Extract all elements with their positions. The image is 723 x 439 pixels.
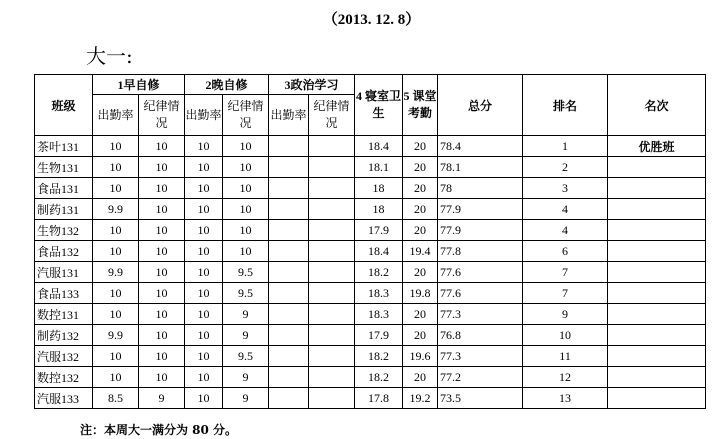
- place-cell: [608, 304, 706, 325]
- morning-attendance-cell: 9.9: [93, 325, 139, 346]
- sub-header-attendance: 出勤率: [93, 95, 139, 136]
- dorm-cell: 18.2: [355, 346, 403, 367]
- total-cell: 77.3: [438, 304, 523, 325]
- table-row: [35, 367, 706, 388]
- total-cell: 78: [438, 178, 523, 199]
- header-evening: 2晚自修: [185, 75, 269, 95]
- rank-cell: 12: [523, 367, 608, 388]
- politics-attendance-cell: [269, 178, 309, 199]
- rank-cell: 10: [523, 325, 608, 346]
- dorm-cell: 17.9: [355, 220, 403, 241]
- politics-discipline-cell: [309, 388, 355, 409]
- header-total: 总分: [438, 75, 523, 136]
- rank-cell: 13: [523, 388, 608, 409]
- rank-cell: 7: [523, 262, 608, 283]
- attendance-cell: 19.8: [403, 283, 438, 304]
- morning-discipline-cell: 10: [139, 220, 185, 241]
- evening-discipline-cell: 9: [223, 304, 269, 325]
- morning-attendance-cell: 9.9: [93, 199, 139, 220]
- total-cell: 76.8: [438, 325, 523, 346]
- rank-cell: 4: [523, 199, 608, 220]
- morning-discipline-cell: 10: [139, 136, 185, 157]
- evening-discipline-cell: 10: [223, 136, 269, 157]
- class-cell: 汽服131: [35, 262, 93, 283]
- politics-discipline-cell: [309, 283, 355, 304]
- politics-attendance-cell: [269, 262, 309, 283]
- dorm-cell: 18.4: [355, 241, 403, 262]
- morning-discipline-cell: 10: [139, 241, 185, 262]
- score-table-body: [35, 136, 706, 409]
- class-cell: 生物131: [35, 157, 93, 178]
- class-cell: 食品132: [35, 241, 93, 262]
- morning-discipline-cell: 10: [139, 283, 185, 304]
- evening-attendance-cell: 10: [185, 157, 223, 178]
- morning-discipline-cell: 10: [139, 262, 185, 283]
- total-cell: 78.4: [438, 136, 523, 157]
- header-politics: 3政治学习: [269, 75, 355, 95]
- attendance-cell: 19.6: [403, 346, 438, 367]
- politics-attendance-cell: [269, 136, 309, 157]
- politics-attendance-cell: [269, 346, 309, 367]
- attendance-cell: 20: [403, 262, 438, 283]
- class-cell: 茶叶131: [35, 136, 93, 157]
- evening-discipline-cell: 10: [223, 220, 269, 241]
- evening-discipline-cell: 9: [223, 325, 269, 346]
- morning-discipline-cell: 10: [139, 178, 185, 199]
- morning-attendance-cell: 10: [93, 178, 139, 199]
- place-cell: [608, 262, 706, 283]
- table-row: [35, 262, 706, 283]
- politics-discipline-cell: [309, 178, 355, 199]
- evening-discipline-cell: 10: [223, 178, 269, 199]
- evening-discipline-cell: 9: [223, 367, 269, 388]
- report-date: （2013. 12. 8）: [322, 12, 421, 28]
- rank-cell: 7: [523, 283, 608, 304]
- evening-attendance-cell: 10: [185, 136, 223, 157]
- dorm-cell: 18.4: [355, 136, 403, 157]
- politics-discipline-cell: [309, 241, 355, 262]
- header-rank: 排名: [523, 75, 608, 136]
- politics-discipline-cell: [309, 199, 355, 220]
- attendance-cell: 20: [403, 367, 438, 388]
- place-cell: [608, 157, 706, 178]
- politics-attendance-cell: [269, 304, 309, 325]
- morning-attendance-cell: 10: [93, 136, 139, 157]
- morning-discipline-cell: 10: [139, 304, 185, 325]
- politics-discipline-cell: [309, 220, 355, 241]
- politics-attendance-cell: [269, 283, 309, 304]
- total-cell: 73.5: [438, 388, 523, 409]
- politics-attendance-cell: [269, 157, 309, 178]
- table-row: [35, 157, 706, 178]
- class-cell: 汽服132: [35, 346, 93, 367]
- place-cell: [608, 367, 706, 388]
- table-row: [35, 199, 706, 220]
- class-cell: 制药132: [35, 325, 93, 346]
- morning-attendance-cell: 10: [93, 283, 139, 304]
- class-cell: 数控131: [35, 304, 93, 325]
- sub-header-discipline: 纪律情况: [309, 95, 355, 136]
- evening-discipline-cell: 10: [223, 199, 269, 220]
- evening-attendance-cell: 10: [185, 304, 223, 325]
- politics-attendance-cell: [269, 367, 309, 388]
- table-row: [35, 241, 706, 262]
- morning-attendance-cell: 8.5: [93, 388, 139, 409]
- evening-discipline-cell: 10: [223, 241, 269, 262]
- evening-discipline-cell: 9.5: [223, 262, 269, 283]
- grade-label: 大一:: [86, 44, 133, 68]
- morning-attendance-cell: 10: [93, 241, 139, 262]
- score-table: [34, 74, 706, 409]
- attendance-cell: 20: [403, 220, 438, 241]
- politics-attendance-cell: [269, 220, 309, 241]
- place-cell: [608, 178, 706, 199]
- dorm-cell: 17.8: [355, 388, 403, 409]
- place-cell: [608, 346, 706, 367]
- dorm-cell: 17.9: [355, 325, 403, 346]
- sub-header-discipline: 纪律情况: [223, 95, 269, 136]
- place-cell: [608, 283, 706, 304]
- place-cell: [608, 199, 706, 220]
- rank-cell: 1: [523, 136, 608, 157]
- table-row: [35, 283, 706, 304]
- politics-discipline-cell: [309, 325, 355, 346]
- place-cell: 优胜班: [608, 136, 706, 157]
- total-cell: 77.3: [438, 346, 523, 367]
- evening-attendance-cell: 10: [185, 199, 223, 220]
- sub-header-discipline: 纪律情况: [139, 95, 185, 136]
- dorm-cell: 18: [355, 199, 403, 220]
- attendance-cell: 19.4: [403, 241, 438, 262]
- table-row: [35, 346, 706, 367]
- rank-cell: 2: [523, 157, 608, 178]
- table-row: [35, 325, 706, 346]
- morning-discipline-cell: 10: [139, 325, 185, 346]
- rank-cell: 9: [523, 304, 608, 325]
- evening-attendance-cell: 10: [185, 241, 223, 262]
- attendance-cell: 20: [403, 136, 438, 157]
- morning-attendance-cell: 10: [93, 304, 139, 325]
- attendance-cell: 20: [403, 304, 438, 325]
- total-cell: 77.6: [438, 262, 523, 283]
- dorm-cell: 18.2: [355, 262, 403, 283]
- politics-discipline-cell: [309, 304, 355, 325]
- dorm-cell: 18.1: [355, 157, 403, 178]
- total-cell: 77.6: [438, 283, 523, 304]
- evening-attendance-cell: 10: [185, 325, 223, 346]
- table-row: [35, 178, 706, 199]
- dorm-cell: 18.3: [355, 283, 403, 304]
- class-cell: 数控132: [35, 367, 93, 388]
- table-row: [35, 136, 706, 157]
- politics-attendance-cell: [269, 241, 309, 262]
- place-cell: [608, 241, 706, 262]
- class-cell: 食品131: [35, 178, 93, 199]
- total-cell: 77.2: [438, 367, 523, 388]
- attendance-cell: 20: [403, 325, 438, 346]
- class-cell: 汽服133: [35, 388, 93, 409]
- politics-discipline-cell: [309, 262, 355, 283]
- total-cell: 77.8: [438, 241, 523, 262]
- class-cell: 生物132: [35, 220, 93, 241]
- morning-attendance-cell: 10: [93, 157, 139, 178]
- rank-cell: 11: [523, 346, 608, 367]
- evening-attendance-cell: 10: [185, 262, 223, 283]
- attendance-cell: 20: [403, 157, 438, 178]
- morning-attendance-cell: 9.9: [93, 262, 139, 283]
- evening-attendance-cell: 10: [185, 388, 223, 409]
- evening-attendance-cell: 10: [185, 283, 223, 304]
- morning-attendance-cell: 10: [93, 367, 139, 388]
- dorm-cell: 18: [355, 178, 403, 199]
- place-cell: [608, 220, 706, 241]
- evening-attendance-cell: 10: [185, 367, 223, 388]
- politics-discipline-cell: [309, 367, 355, 388]
- table-row: [35, 220, 706, 241]
- evening-discipline-cell: 9.5: [223, 346, 269, 367]
- politics-discipline-cell: [309, 136, 355, 157]
- total-cell: 77.9: [438, 199, 523, 220]
- politics-discipline-cell: [309, 157, 355, 178]
- morning-discipline-cell: 10: [139, 199, 185, 220]
- evening-attendance-cell: 10: [185, 220, 223, 241]
- morning-attendance-cell: 10: [93, 220, 139, 241]
- morning-discipline-cell: 9: [139, 388, 185, 409]
- dorm-cell: 18.3: [355, 304, 403, 325]
- attendance-cell: 20: [403, 199, 438, 220]
- politics-attendance-cell: [269, 388, 309, 409]
- footnote: 注：本周大一满分为 80 分。: [80, 423, 238, 437]
- morning-discipline-cell: 10: [139, 157, 185, 178]
- evening-attendance-cell: 10: [185, 346, 223, 367]
- politics-discipline-cell: [309, 346, 355, 367]
- table-row: [35, 388, 706, 409]
- sub-header-attendance: 出勤率: [185, 95, 223, 136]
- header-place: 名次: [608, 75, 706, 136]
- header-class: 班级: [35, 75, 93, 136]
- header-morning: 1早自修: [93, 75, 185, 95]
- evening-discipline-cell: 10: [223, 157, 269, 178]
- place-cell: [608, 325, 706, 346]
- rank-cell: 3: [523, 178, 608, 199]
- header-dorm: 4 寝室卫生: [355, 75, 403, 136]
- evening-discipline-cell: 9: [223, 388, 269, 409]
- morning-discipline-cell: 10: [139, 367, 185, 388]
- attendance-cell: 19.2: [403, 388, 438, 409]
- table-row: [35, 304, 706, 325]
- morning-attendance-cell: 10: [93, 346, 139, 367]
- class-cell: 制药131: [35, 199, 93, 220]
- class-cell: 食品133: [35, 283, 93, 304]
- sub-header-attendance: 出勤率: [269, 95, 309, 136]
- attendance-cell: 20: [403, 178, 438, 199]
- rank-cell: 6: [523, 241, 608, 262]
- header-attendance: 5 课堂考勤: [403, 75, 438, 136]
- politics-attendance-cell: [269, 325, 309, 346]
- total-cell: 78.1: [438, 157, 523, 178]
- evening-discipline-cell: 9.5: [223, 283, 269, 304]
- rank-cell: 4: [523, 220, 608, 241]
- total-cell: 77.9: [438, 220, 523, 241]
- evening-attendance-cell: 10: [185, 178, 223, 199]
- morning-discipline-cell: 10: [139, 346, 185, 367]
- politics-attendance-cell: [269, 199, 309, 220]
- place-cell: [608, 388, 706, 409]
- dorm-cell: 18.2: [355, 367, 403, 388]
